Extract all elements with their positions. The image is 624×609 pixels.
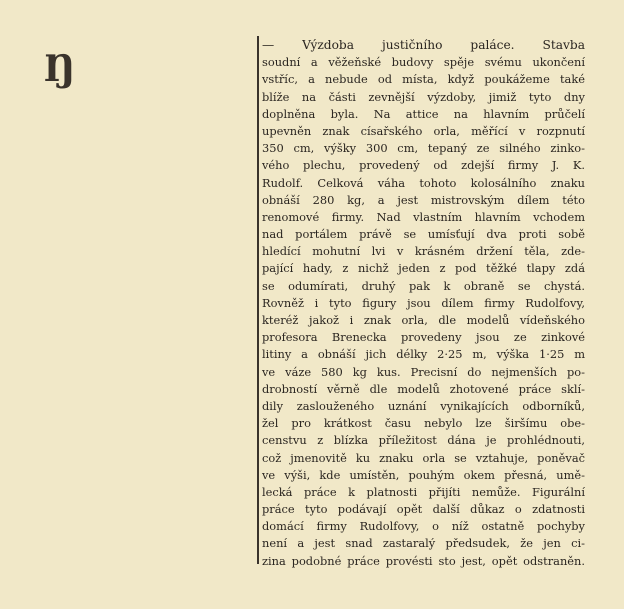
column-rule [257, 36, 259, 564]
article-line: domácí firmy Rudolfovy, o níž ostatně pochyby [262, 519, 585, 534]
article-line: žel pro krátkost času nebylo lze širšímu obe- [262, 416, 585, 431]
article-line: renomové firmy. Nad vlastním hlavním vchodem [262, 209, 585, 224]
article-line: upevněn znak císařského orla, měřící v rozpnutí [262, 123, 585, 138]
article-line: litiny a obnáší jich délky 2·25 m, výška 1·25 m [262, 347, 585, 362]
article-line: Rudolf. Celková váha tohoto kolosálního znaku [262, 175, 585, 190]
article-line: kteréž jakož i znak orla, dle modelů vídeňského [262, 313, 585, 327]
article-line: nad portálem právě se umísťují dva proti sobě [262, 227, 585, 242]
article-line: ve váze 580 kg kus. Precisní do nejmenších po- [262, 364, 585, 379]
article-line: hledící mohutní lvi v krásném držení těla, zde- [262, 244, 585, 259]
article-line: vstříc, a nebude od místa, když poukážeme také [262, 72, 585, 87]
article-line: ve výši, kde umístěn, pouhým okem přesná, umě- [262, 467, 585, 482]
article-line: obnáší 280 kg, a jest mistrovským dílem této [262, 192, 585, 207]
article-line: zina podobné práce provésti sto jest, opět odstraněn. [262, 553, 585, 568]
article-line: dily zaslouženého uznání vynikajících odborníků, [262, 398, 585, 413]
margin-mark: Ŋ [44, 48, 74, 90]
article-line: se odumírati, druhý pak k obraně se chystá. [262, 278, 585, 293]
article-line: 350 cm, výšky 300 cm, tepaný ze silného zinko- [262, 141, 585, 156]
article-line: — Výzdoba justičního paláce. Stavba [262, 38, 585, 52]
article-line: soudní a věžeňské budovy spěje svému ukončení [262, 55, 585, 70]
article-line: blíže na části zevnější výzdoby, jimiž tyto dny [262, 89, 585, 104]
article-line: vého plechu, provedený od zdejší firmy J. K. [262, 158, 585, 173]
article-line: práce tyto podávají opět další důkaz o zdatnosti [262, 502, 585, 517]
article-line: není a jest snad zastaralý předsudek, že jen ci- [262, 536, 585, 551]
article-line: censtvu z blízka příležitost dána je prohlédnouti, [262, 433, 585, 448]
article-line: drobností věrně dle modelů zhotovené práce sklí- [262, 381, 585, 396]
article-line: doplněna byla. Na attice na hlavním průčelí [262, 106, 585, 121]
article-line: profesora Brenecka provedeny jsou ze zinkové [262, 330, 585, 345]
article-column [262, 37, 585, 570]
article-line: pající hady, z nichž jeden z pod těžké tlapy zdá [262, 261, 585, 276]
article-line: Rovněž i tyto figury jsou dílem firmy Rudolfovy, [262, 295, 585, 310]
article-line: lecká práce k platnosti přijíti nemůže. Figurální [262, 484, 585, 499]
article-line: což jmenovitě ku znaku orla se vztahuje, poněvač [262, 450, 585, 465]
